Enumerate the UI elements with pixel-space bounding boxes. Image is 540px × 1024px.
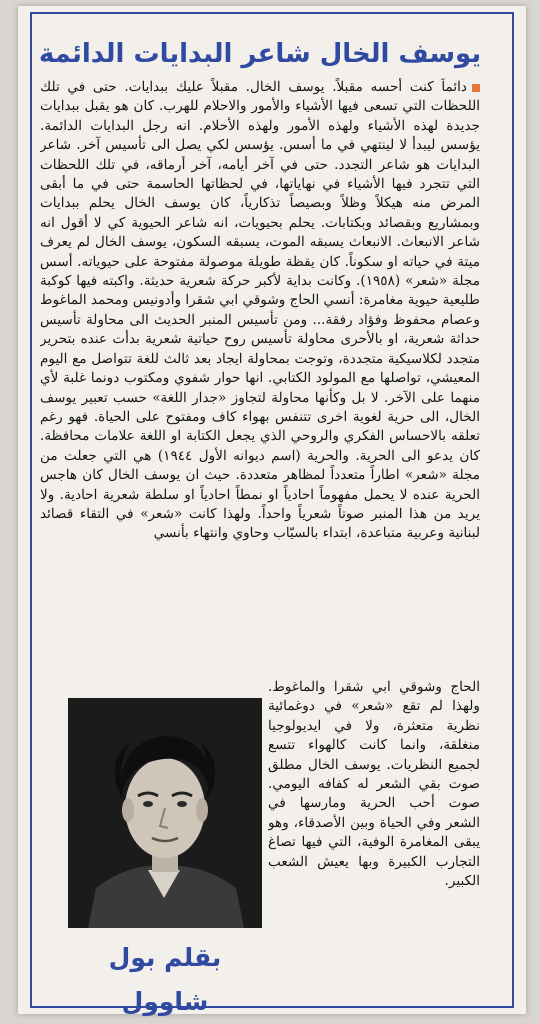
article-column: الحاج وشوقي ابي شقرا والماغوط. ولهذا لم تقع «شعر» في دوغمائية نظرية متعثرة، ولا في ايديولوجيا منغلقة، وانما كانت كالهواء تتسع لجميع النظريات. يوسف الخال مطلق صوت بقي الشعر له كفافه اليومي. صوت أحب الحرية ومارسها في الشعر وفي الحياة وبين الأصدقاء، وهو يبقى المغامرة الوفية، التي فيها تصاغ التجارب الكبيرة وبها يعيش الشعب الكبير. xyxy=(268,679,480,890)
portrait-image xyxy=(68,698,262,928)
article-body xyxy=(40,78,480,678)
author-photo xyxy=(68,698,262,928)
square-bullet-icon xyxy=(472,84,480,92)
article-title: يوسف الخال شاعر البدايات الدائمة xyxy=(38,39,482,69)
newspaper-clipping xyxy=(18,6,526,1014)
article-body-text: دائماً كنت أحسه مقبلاً. يوسف الخال. مقبلاً عليك ببدايات. حتى في تلك اللحظات التي تسعى فيها الأشياء والأمور والاحلام للهرب. كان هو يقبل ببدايات جديدة لهذه الأشياء ولهذه الأمور ولهذه الأحلام. انه رجل البدايات الدائمة. يؤسس ليبدأ لا لينتهي في ما أسس. يؤسس لكي يصل الى تأسيس آخر. شاعر البدايات هو شاعر التجدد. حتى في آخر أيامه، آخر أرماقه، في تلك اللحظات التي تتجرد فيها الأشياء في نهاياتها، في لحظاتها الحاسمة حتى في ما أبقى المرض منه هيكلاً وظلاً وبصيصاً تذكارياً، كان يوسف الخال يحلم ببدايات وبمشاريع وبقصائد وبكتابات. يحلم بحيويات، انه شاعر الحيوية كي لا أقول انه شاعر الانبعاث. الانبعاث يسبقه الموت، يسبقه السكون، يوسف الخال لم يعرف ميتة في حياته او سكوناً. كان يقظة طويلة موصولة مفتوحة على حيوياته. أسس مجلة «شعر» (١٩٥٨). وكانت بداية لأكبر حركة شعرية حديثة. واكبته فيها كوكبة طليعية حيوية مغامرة: أنسي الحاج وشوقي ابي شقرا وأدونيس ومحمد الماغوط وعصام محفوظ وفؤاد رفقة... ومن تأسيس المنبر الحديث الى محاولة تأسيس حداثة شعرية، او بالأحرى محاولة تأسيس روح حياتية شعرية بدأت عنده بتحرير متجدد لكلاسيكية متجددة، وتوجت بمحاولة ايجاد بعد ثالث للغة تتواصل مع اليوم المعيشي، تواصلها مع المولود الكتابي. انها حوار شفوي ومكتوب دونما غلبة لأي منهما على الآخر. لا بل وكأنها محاولة لتجاوز «جدار اللغة» حسب تعبير يوسف الخال، الى حرية لغوية اخرى تتنفس بهواء كاف ومفتوح على الحياة. فهو رغم تعلقه بالاحساس الفكري والروحي الذي يجعل الكتابة او اللغة علامات محافظة. كان يدعو الى الحرية. والحرية (اسم ديوانه الأول ١٩٤٤) هي التي جعلت من مجلة «شعر» اطاراً متعدداً لمظاهر متعددة. حيث ان يوسف الخال كان هاجس الحرية عنده لا يحمل مفهوماً احادياً او نمطاً احادياً او سلطة شعرية احادية. ولا يريد من هذا المنبر صوتاً شعرياً واحداً. ولهذا كانت «شعر» في التقاء قصائد لبنانية وعربية متباعدة، ابتداء بالسيّاب وحاوي وانتهاء بأنسي xyxy=(40,79,480,542)
author-byline: بقلم بول شاوول xyxy=(108,943,222,1016)
